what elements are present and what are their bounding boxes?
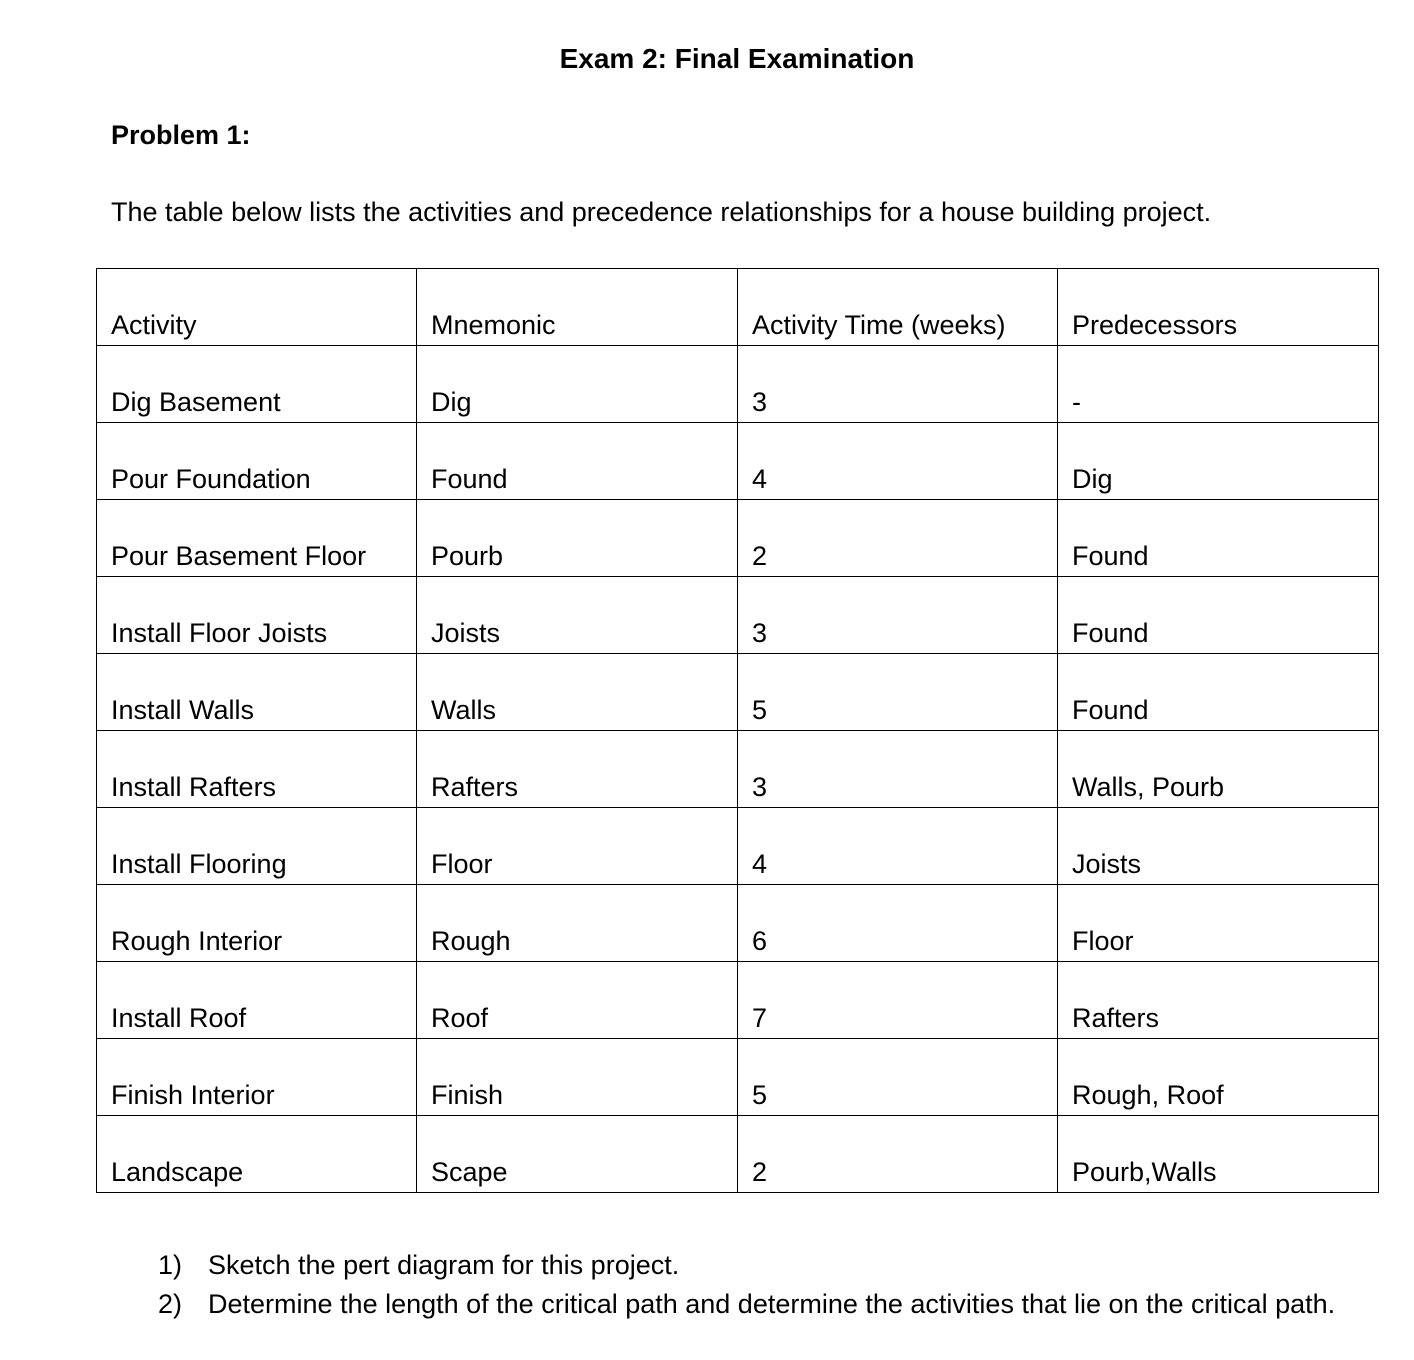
cell-activity-time-text: 3 <box>752 772 768 802</box>
table-row <box>97 1039 1379 1116</box>
cell-predecessors <box>1058 1116 1379 1193</box>
cell-predecessors-text: Joists <box>1072 849 1142 879</box>
table-row <box>97 346 1379 423</box>
cell-predecessors-text: Found <box>1072 541 1149 571</box>
cell-mnemonic-text: Scape <box>431 1157 508 1187</box>
cell-activity-time-text: 3 <box>752 618 768 648</box>
cell-activity-time-text: 7 <box>752 1003 768 1033</box>
cell-predecessors-text: Pourb,Walls <box>1072 1157 1217 1187</box>
cell-activity-text: Install Roof <box>111 1003 247 1033</box>
cell-predecessors-text: - <box>1072 387 1081 417</box>
header-mnemonic-label: Mnemonic <box>431 310 556 340</box>
table-row <box>97 500 1379 577</box>
cell-predecessors-text: Floor <box>1072 926 1134 956</box>
problem-heading: Problem 1: <box>111 120 251 150</box>
cell-activity-time <box>738 654 1058 731</box>
cell-activity-time <box>738 962 1058 1039</box>
cell-activity-text: Dig Basement <box>111 387 281 417</box>
activity-table <box>96 268 1379 1193</box>
cell-mnemonic <box>417 577 738 654</box>
question-item <box>158 1246 1338 1285</box>
cell-mnemonic-text: Rafters <box>431 772 519 802</box>
cell-activity-time <box>738 1039 1058 1116</box>
cell-mnemonic <box>417 500 738 577</box>
table-row <box>97 1116 1379 1193</box>
cell-predecessors <box>1058 885 1379 962</box>
cell-activity-text: Finish Interior <box>111 1080 275 1110</box>
cell-mnemonic <box>417 1039 738 1116</box>
cell-predecessors <box>1058 962 1379 1039</box>
cell-activity-time <box>738 1116 1058 1193</box>
cell-activity-text: Pour Basement Floor <box>111 541 367 571</box>
cell-mnemonic-text: Finish <box>431 1080 504 1110</box>
cell-predecessors-text: Rough, Roof <box>1072 1080 1224 1110</box>
table-row <box>97 808 1379 885</box>
cell-mnemonic <box>417 808 738 885</box>
cell-predecessors <box>1058 577 1379 654</box>
header-cell-activity-time <box>738 269 1058 346</box>
cell-activity-time-text: 2 <box>752 1157 768 1187</box>
cell-activity-time-text: 6 <box>752 926 768 956</box>
cell-activity <box>97 346 417 423</box>
header-cell-predecessors <box>1058 269 1379 346</box>
problem-intro-text: The table below lists the activities and precedence relationships for a house building project. <box>111 197 1212 227</box>
question-text: Determine the length of the critical path and determine the activities that lie on the critical path. <box>208 1289 1336 1319</box>
questions-list <box>158 1246 1338 1324</box>
cell-mnemonic-text: Floor <box>431 849 493 879</box>
cell-mnemonic <box>417 654 738 731</box>
cell-activity-text: Pour Foundation <box>111 464 311 494</box>
cell-activity <box>97 577 417 654</box>
cell-activity <box>97 731 417 808</box>
header-activity-time-label: Activity Time (weeks) <box>752 310 1006 340</box>
table-row <box>97 731 1379 808</box>
cell-mnemonic-text: Rough <box>431 926 511 956</box>
cell-activity-time-text: 5 <box>752 1080 768 1110</box>
cell-activity <box>97 885 417 962</box>
cell-activity-text: Install Floor Joists <box>111 618 328 648</box>
header-cell-activity <box>97 269 417 346</box>
cell-mnemonic <box>417 346 738 423</box>
table-header-row <box>97 269 1379 346</box>
cell-activity-text: Landscape <box>111 1157 244 1187</box>
cell-predecessors-text: Found <box>1072 618 1149 648</box>
table-row <box>97 423 1379 500</box>
cell-activity-time <box>738 346 1058 423</box>
cell-activity-time-text: 3 <box>752 387 768 417</box>
table-row <box>97 577 1379 654</box>
cell-activity-time-text: 2 <box>752 541 768 571</box>
cell-activity <box>97 1039 417 1116</box>
cell-mnemonic <box>417 423 738 500</box>
cell-activity <box>97 654 417 731</box>
cell-activity-text: Install Flooring <box>111 849 287 879</box>
cell-predecessors <box>1058 346 1379 423</box>
cell-activity-text: Install Walls <box>111 695 255 725</box>
cell-activity-time <box>738 885 1058 962</box>
cell-activity <box>97 808 417 885</box>
header-cell-mnemonic <box>417 269 738 346</box>
cell-activity-time <box>738 577 1058 654</box>
cell-predecessors <box>1058 1039 1379 1116</box>
document-title: Exam 2: Final Examination <box>559 43 915 74</box>
cell-predecessors <box>1058 500 1379 577</box>
cell-mnemonic <box>417 885 738 962</box>
cell-activity-time <box>738 500 1058 577</box>
question-text: Sketch the pert diagram for this project. <box>208 1250 680 1280</box>
cell-activity-time <box>738 808 1058 885</box>
cell-predecessors <box>1058 423 1379 500</box>
cell-activity <box>97 1116 417 1193</box>
question-item <box>158 1285 1338 1324</box>
cell-activity-time-text: 4 <box>752 849 768 879</box>
cell-activity-time <box>738 423 1058 500</box>
cell-predecessors-text: Dig <box>1072 464 1113 494</box>
cell-activity-time <box>738 731 1058 808</box>
cell-mnemonic-text: Dig <box>431 387 472 417</box>
cell-predecessors-text: Rafters <box>1072 1003 1160 1033</box>
cell-mnemonic-text: Walls <box>431 695 496 725</box>
cell-activity <box>97 962 417 1039</box>
cell-mnemonic <box>417 1116 738 1193</box>
cell-activity <box>97 500 417 577</box>
question-number: 1) <box>158 1250 183 1280</box>
cell-mnemonic <box>417 962 738 1039</box>
header-activity-label: Activity <box>111 310 197 340</box>
cell-predecessors <box>1058 654 1379 731</box>
cell-activity-time-text: 5 <box>752 695 768 725</box>
cell-mnemonic-text: Found <box>431 464 508 494</box>
cell-predecessors-text: Found <box>1072 695 1149 725</box>
cell-mnemonic-text: Joists <box>431 618 501 648</box>
table-row <box>97 962 1379 1039</box>
cell-activity <box>97 423 417 500</box>
cell-activity-time-text: 4 <box>752 464 768 494</box>
table-row <box>97 885 1379 962</box>
cell-predecessors-text: Walls, Pourb <box>1072 772 1225 802</box>
activity-table-body <box>97 269 1379 1193</box>
cell-predecessors <box>1058 731 1379 808</box>
cell-mnemonic-text: Roof <box>431 1003 489 1033</box>
header-predecessors-label: Predecessors <box>1072 310 1238 340</box>
cell-mnemonic-text: Pourb <box>431 541 504 571</box>
cell-predecessors <box>1058 808 1379 885</box>
table-row <box>97 654 1379 731</box>
cell-activity-text: Rough Interior <box>111 926 283 956</box>
cell-activity-text: Install Rafters <box>111 772 277 802</box>
question-number: 2) <box>158 1289 183 1319</box>
cell-mnemonic <box>417 731 738 808</box>
